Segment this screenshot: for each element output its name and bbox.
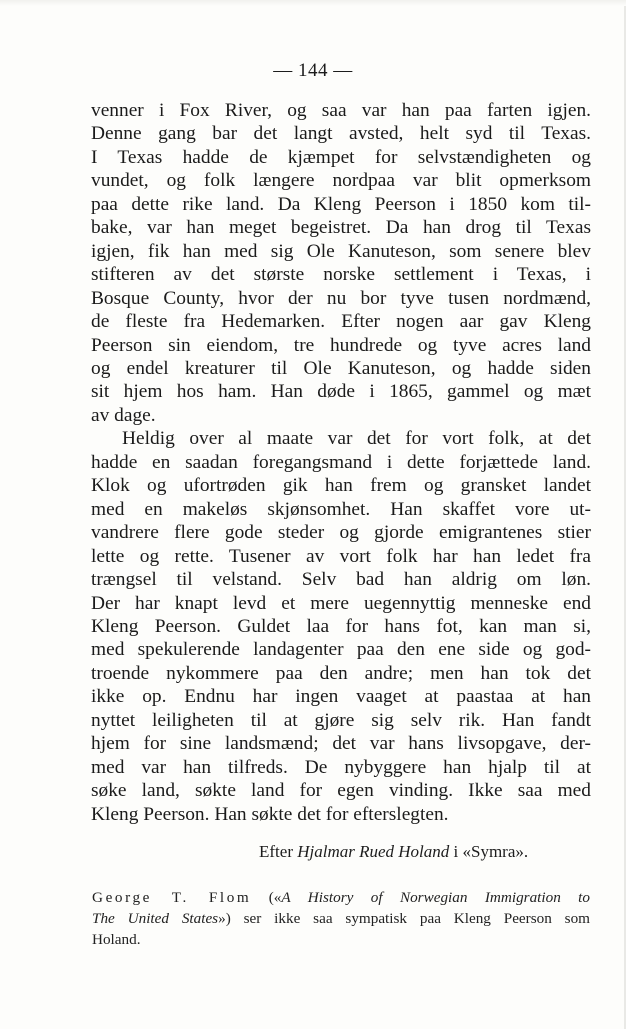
footnote [92,887,590,950]
body-text [91,99,591,826]
text-line: Bosque County, hvor der nu bor tyve tusen nordmænd, [91,287,591,309]
footnote-line2-rest: ») ser ikke saa sympatisk paa Kleng Peerson som [218,910,590,927]
text-line: ikke op. Endnu har ingen vaaget at paastaa at han [91,686,591,708]
text-line: Kleng Peerson. Han søkte det for efterslegten. [91,803,449,825]
text-line: lette og rette. Tusener av vort folk har han ledet fra [91,545,591,567]
source-attribution [259,842,528,862]
text-line: stifteren av det største norske settlement i Texas, i [91,264,591,286]
text-line: hadde en saadan foregangsmand i dette forjættede land. [91,451,591,473]
text-line: med en makeløs skjønsomhet. Han skaffet vore ut- [91,498,591,520]
text-line: troende nykommere paa den andre; men han tok det [91,662,591,684]
text-line: de fleste fra Hedemarken. Efter nogen aar gav Kleng [91,311,591,333]
text-line: nyttet leiligheten til at gjøre sig selv rik. Han fandt [91,709,591,731]
text-line: vandrere flere gode steder og gjorde emigrantenes stier [91,522,591,544]
attribution-author: Hjalmar Rued Holand [297,842,450,861]
text-line: og endel kreaturer til Ole Kanuteson, og hadde siden [91,357,591,379]
text-line: bake, var han meget begeistret. Da han drog til Texas [91,217,591,239]
text-line: søke land, søkte land for egen vinding. Ikke saa med [91,780,591,802]
text-line: Denne gang bar det langt avsted, helt syd til Texas. [91,123,591,145]
footnote-line-3: Holand. [92,931,141,948]
text-line: med var han tilfreds. De nybyggere han hjalp til at [91,756,591,778]
paragraph-2 [91,427,591,826]
text-line: venner i Fox River, og saa var han paa farten igjen. [91,100,591,121]
text-line: med spekulerende landagenter paa den ene side og god- [91,639,591,661]
page-top-edge [0,0,626,6]
text-line: Kleng Peerson. Guldet laa for hans fot, kan man si, [91,615,591,637]
paragraph-1 [91,99,591,427]
footnote-line-2 [92,908,590,929]
footnote-line-1 [92,887,590,908]
footnote-author: George T. Flom [92,889,252,906]
text-line: av dage. [91,404,156,426]
text-line: Der har knapt levd et mere uegennyttig menneske end [91,592,591,614]
text-line: trængsel til velstand. Selv bad han aldrig om løn. [91,569,591,591]
footnote-title-part2: The United States [92,910,219,927]
attribution-prefix: Efter [259,842,298,861]
text-line: igjen, fik han med sig Ole Kanuteson, som senere blev [91,240,591,262]
attribution-suffix: i «Symra». [449,842,529,861]
text-line: Peerson sin eiendom, tre hundrede og tyve acres land [91,334,591,356]
text-line: I Texas hadde de kjæmpet for selvstændigheten og [91,146,591,168]
text-line: Klok og ufortrøden gik han frem og gransket landet [91,475,591,497]
footnote-title-part1: A History of Norwegian Immigration to [281,889,590,906]
page-number: — 144 — [273,60,353,81]
text-line: hjem for sine landsmænd; det var hans livsopgave, der- [91,733,591,755]
text-line: sit hjem hos ham. Han døde i 1865, gammel og mæt [91,381,591,403]
footnote-open: (« [251,889,282,906]
text-line: vundet, og folk længere nordpaa var blit opmerksom [91,170,591,192]
text-line: Heldig over al maate var det for vort folk, at det [122,428,591,450]
text-line: paa dette rike land. Da Kleng Peerson i 1850 kom til- [91,193,591,215]
